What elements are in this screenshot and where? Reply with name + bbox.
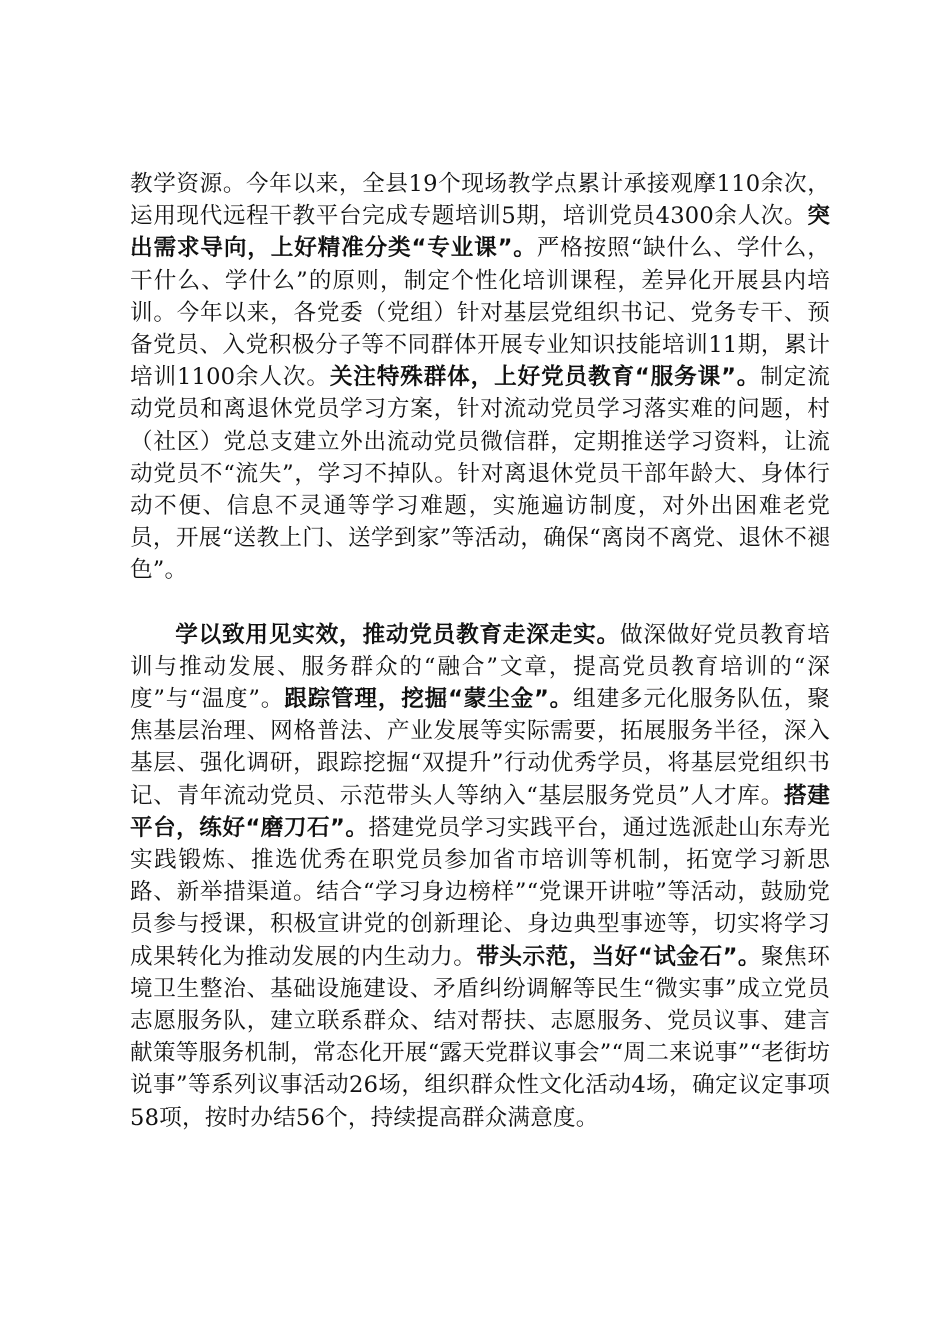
paragraph-1-text-2: 严格按照“缺什么、学什么，干什么、学什么”的原则，制定个性化培训课程，差异化开展县内培训。今年以来，各党委（党组）针对基层党组织书记、党务专干、预备党员、入党积极分子等不同群体开展专业知识技能培训11期，累计培训1100余人次。 (130, 235, 830, 391)
paragraph-2-heading-3: 带头示范，当好“试金石”。 (476, 943, 762, 970)
document-body (130, 168, 830, 1134)
paragraph-1-text-3: 制定流动党员和离退休党员学习方案，针对流动党员学习落实难的问题，村（社区）党总支建立外出流动党员微信群，定期推送学习资料，让流动党员不“流失”，学习不掉队。针对离退休党员干部年龄大、身体行动不便、信息不灵通等学习难题，实施遍访制度，对外出困难老党员，开展“送教上门、送学到家”等活动，确保“离岗不离党、退休不褪色”。 (130, 364, 831, 584)
paragraph-spacer (130, 587, 830, 619)
paragraph-2 (130, 619, 830, 1134)
paragraph-2-text-4: 聚焦环境卫生整治、基础设施建设、矛盾纠纷调解等民生“微实事”成立党员志愿服务队，建立联系群众、结对帮扶、志愿服务、党员议事、建言献策等服务机制，常态化开展“露天党群议事会”“周二来说事”“老街坊说事”等系列议事活动26场，组织群众性文化活动4场，确定议定事项58项，按时办结56个，持续提高群众满意度。 (130, 943, 830, 1131)
paragraph-1 (130, 168, 830, 587)
paragraph-1-heading-1: 突出需求导向，上好精准分类“专业课”。 (130, 203, 830, 262)
paragraph-2-heading-1: 跟踪管理，挖掘“蒙尘金”。 (284, 686, 574, 713)
paragraph-1-text-1: 教学资源。今年以来，全县19个现场教学点累计承接观摩110余次，运用现代远程干教平台完成专题培训5期，培训党员4300余人次。 (130, 171, 830, 230)
paragraph-2-text-3: 搭建党员学习实践平台，通过选派赴山东寿光实践锻炼、推选优秀在职党员参加省市培训等机制，拓宽学习新思路、新举措渠道。结合“学习身边榜样”“党课开讲啦”等活动，鼓励党员参与授课，积极宣讲党的创新理论、身边典型事迹等，切实将学习成果转化为推动发展的内生动力。 (130, 814, 830, 970)
paragraph-2-heading-2: 搭建平台，练好“磨刀石”。 (130, 782, 830, 841)
paragraph-2-text-1: 做深做好党员教育培训与推动发展、服务群众的“融合”文章，提高党员教育培训的“深度”与“温度”。 (130, 621, 830, 713)
paragraph-2-text-2: 组建多元化服务队伍，聚焦基层治理、网格普法、产业发展等实际需要，拓展服务半径，深入基层、强化调研，跟踪挖掘“双提升”行动优秀学员，将基层党组织书记、青年流动党员、示范带头人等纳入“基层服务党员”人才库。 (130, 686, 830, 809)
paragraph-2-lead-heading: 学以致用见实效，推动党员教育走深走实。 (175, 621, 620, 648)
paragraph-1-heading-2: 关注特殊群体，上好党员教育“服务课”。 (329, 364, 761, 391)
